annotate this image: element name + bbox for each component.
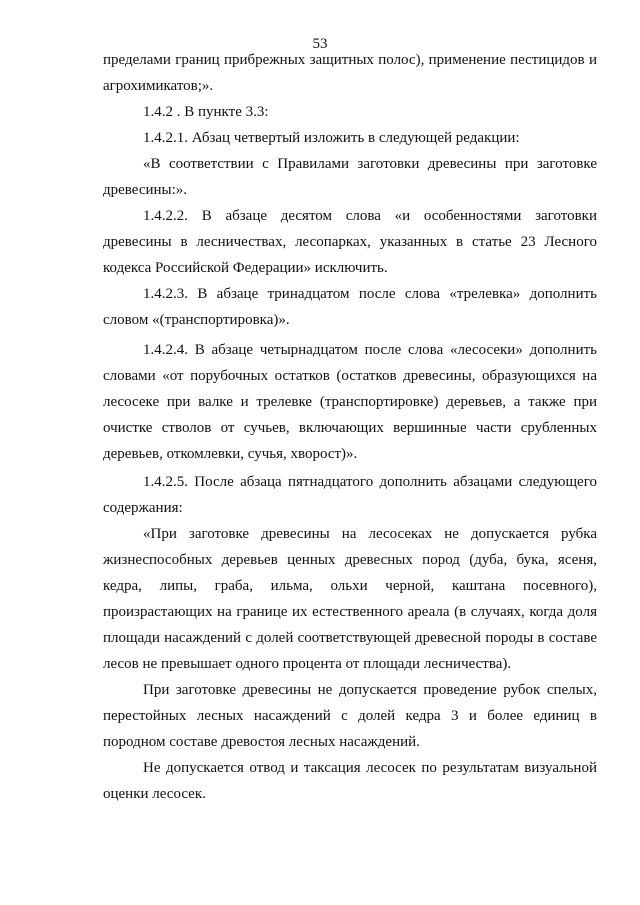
paragraph-item-1-4-2-1 <box>103 125 597 151</box>
paragraph-final <box>103 755 597 807</box>
paragraph-text: 1.4.2.3. В абзаце тринадцатом после слова «трелевка» дополнить словом «(транспортировка)». <box>103 286 597 328</box>
paragraph-text: 1.4.2.4. В абзаце четырнадцатом после слова «лесосеки» дополнить словами «от порубочных остатков (остатков древесины, образующихся на лесосеке при валке и трелевке (транспортировке) деревьев, а также при очистке стволов от сучьев, включающих вершинные части срубленных деревьев, откомлевки, сучья, хворост)». <box>103 342 597 462</box>
paragraph-text: При заготовке древесины не допускается проведение рубок спелых, перестойных лесных насаждений с долей кедра 3 и более единиц в породном составе древостоя лесных насаждений. <box>103 682 597 750</box>
paragraph-continuation <box>103 47 597 99</box>
paragraph-text: 1.4.2.1. Абзац четвертый изложить в следующей редакции: <box>143 130 520 146</box>
paragraph-item-1-4-2 <box>103 99 597 125</box>
paragraph-text: 1.4.2.5. После абзаца пятнадцатого дополнить абзацами следующего содержания: <box>103 474 597 516</box>
paragraph-text: «При заготовке древесины на лесосеках не допускается рубка жизнеспособных деревьев ценных древесных пород (дуба, бука, ясеня, кедра, липы, граба, ильма, ольхи черной, каштана посевного), произрастающих на границе их естественного ареала (в случаях, когда доля площади насаждений с долей соответствующей древесной породы в составе лесов не превышает одного процента от площади лесничества). <box>103 526 597 672</box>
paragraph-text: 1.4.2.2. В абзаце десятом слова «и особенностями заготовки древесины в лесничествах, лесопарках, указанных в статье 23 Лесного кодекса Российской Федерации» исключить. <box>103 208 597 276</box>
paragraph-text: 1.4.2 . В пункте 3.3: <box>143 104 269 120</box>
paragraph-text: «В соответствии с Правилами заготовки древесины при заготовке древесины:». <box>103 156 597 198</box>
paragraph-text: пределами границ прибрежных защитных полос), применение пестицидов и агрохимикатов;». <box>103 52 597 94</box>
paragraph-felling-restriction <box>103 677 597 755</box>
paragraph-item-1-4-2-5 <box>103 469 597 521</box>
paragraph-quote-1 <box>103 151 597 203</box>
paragraph-item-1-4-2-3 <box>103 281 597 333</box>
paragraph-text: Не допускается отвод и таксация лесосек по результатам визуальной оценки лесосек. <box>103 760 597 802</box>
paragraph-item-1-4-2-4 <box>103 337 597 467</box>
paragraph-quote-2 <box>103 521 597 677</box>
page-number: 53 <box>312 36 328 52</box>
paragraph-item-1-4-2-2 <box>103 203 597 281</box>
